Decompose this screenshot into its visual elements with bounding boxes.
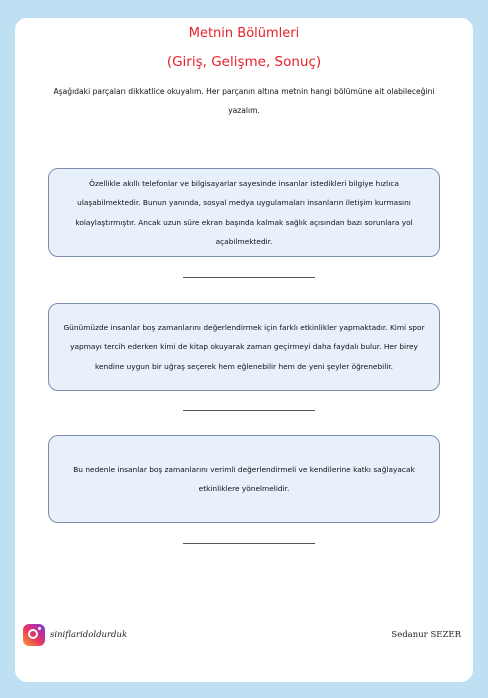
- passage-box-1: [48, 168, 440, 257]
- worksheet: [15, 18, 473, 682]
- passage-text-1: Özellikle akıllı telefonlar ve bilgisayarlar sayesinde insanlar istedikleri bilgiye hızlıca ulaşabilmektedir. Bunun yanında, sosyal medya uygulamaları insanların iletişim kurmasını kolaylaştırmıştır. Ancak uzun süre ekran başında kalmak sağlık açısından bazı sorunlara yol açabilmektedir.: [75, 178, 413, 246]
- instagram-handle: siniflaridoldurduk: [50, 630, 128, 640]
- passage-text-2: Günümüzde insanlar boş zamanlarını değerlendirmek için farklı etkinlikler yapmaktadır. Kimi spor yapmayı tercih ederken kimi de kitap okuyarak zaman geçirmeyi daha faydalı bulur. Her birey kendine uygun bir uğraş seçerek hem eğlenebilir hem de yeni şeyler öğrenebilir.: [63, 322, 425, 371]
- page-subtitle: (Giriş, Gelişme, Sonuç): [166, 54, 322, 70]
- social-handle: [23, 624, 127, 646]
- answer-line-2[interactable]: [183, 410, 315, 411]
- passage-box-2: [48, 303, 440, 391]
- instagram-icon: [23, 624, 45, 646]
- passage-box-3: [48, 435, 440, 523]
- answer-line-3[interactable]: [183, 543, 315, 544]
- author-name: Sedanur SEZER: [391, 630, 461, 640]
- instructions-text: Aşağıdaki parçaları dikkatlice okuyalım. Her parçanın altına metnin hangi bölümüne ait olabileceğini yazalım.: [53, 87, 435, 115]
- passage-text-3: Bu nedenle insanlar boş zamanlarını verimli değerlendirmeli ve kendilerine katkı sağlayacak etkinliklere yönelmelidir.: [73, 464, 415, 493]
- answer-line-1[interactable]: [183, 277, 315, 278]
- page-title: Metnin Bölümleri: [188, 26, 300, 41]
